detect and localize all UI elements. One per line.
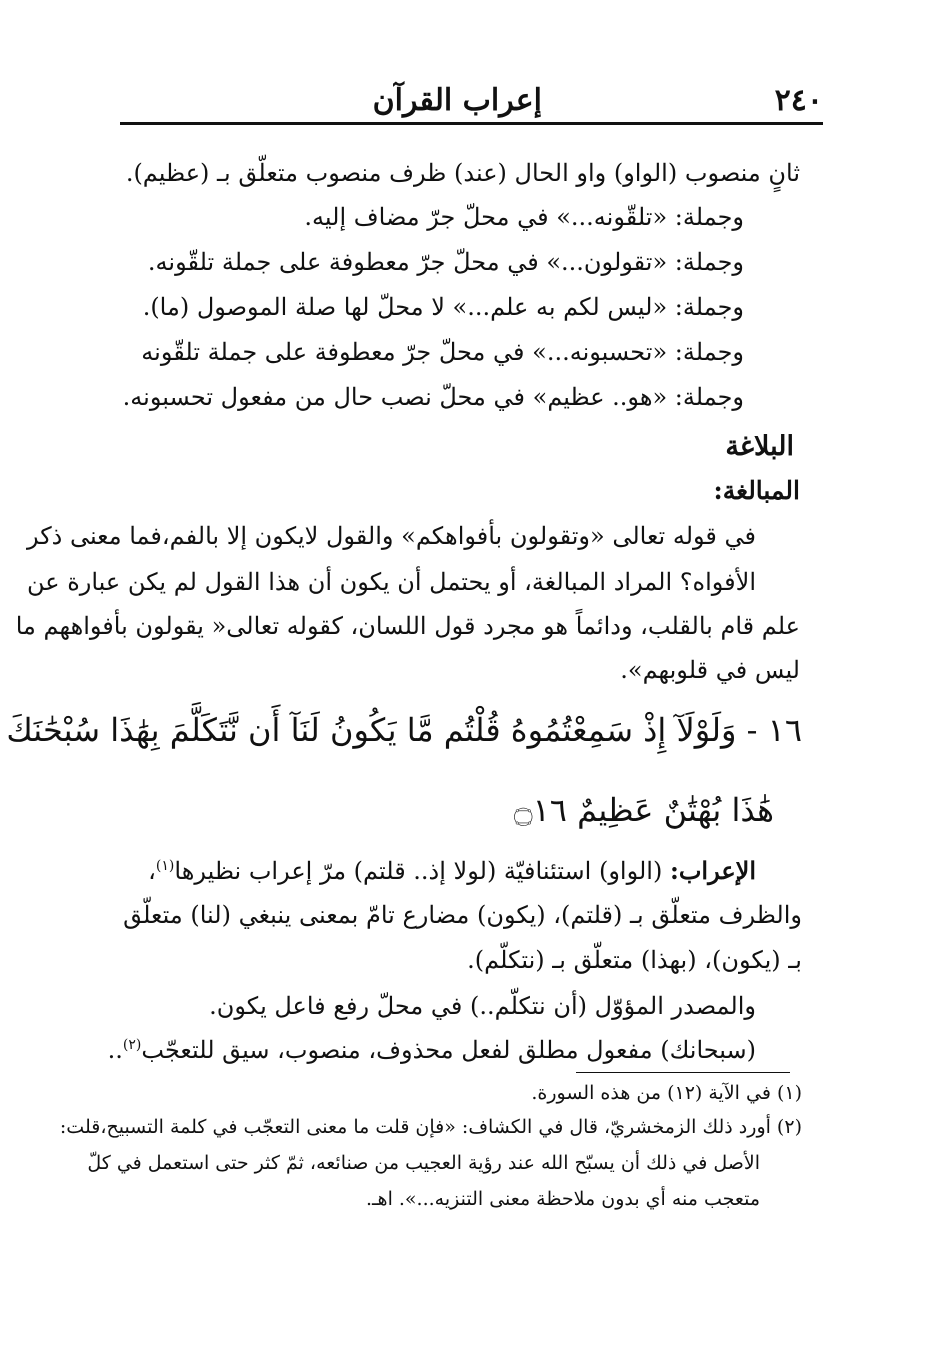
analysis-line: وجملة: «تلقّونه...» في محلّ جرّ مضاف إليه. [304, 203, 744, 231]
footnote-rule [576, 1072, 790, 1073]
irab-label: الإعراب: [669, 856, 756, 885]
section-heading-balagha: البلاغة [725, 431, 794, 462]
analysis-line: وجملة: «ليس لكم به علم...» لا محلّ لها صلة الموصول (ما). [142, 293, 744, 321]
footnote-ref: (٢) [122, 1037, 142, 1053]
header-rule [120, 122, 823, 125]
irab-line-5 [108, 1035, 756, 1065]
balagha-line: علم قام بالقلب، ودائماً هو مجرد قول اللسان، كقوله تعالى« يقولون بأفواههم ما [15, 612, 800, 640]
irab-line-3: بـ (يكون)، (بهذا) متعلّق بـ (نتكلّم). [467, 946, 802, 974]
analysis-line: وجملة: «تحسبونه...» في محلّ جرّ معطوفة على جملة تلقّونه [141, 338, 744, 366]
irab-line-4: والمصدر المؤوّل (أن نتكلّم..) في محلّ رفع فاعل يكون. [209, 992, 756, 1020]
analysis-line: وجملة: «هو.. عظيم» في محلّ نصب حال من مفعول تحسبونه. [122, 383, 744, 411]
irab-line-2: والظرف متعلّق بـ (قلتم)، (يكون) مضارع تامّ بمعنى ينبغي (لنا) متعلّق [123, 901, 802, 929]
irab-text-tail: .. [107, 1036, 123, 1064]
subheading-mubalagha: المبالغة: [713, 476, 800, 505]
balagha-line: ليس في قلوبهم». [620, 656, 800, 684]
footnote-ref: (١) [155, 858, 175, 874]
quran-verse-line: ١٦ - وَلَوْلَآ إِذْ سَمِعْتُمُوهُ قُلْتُم مَّا يَكُونُ لَنَآ أَن نَّتَكَلَّمَ بِهَٰذَا سُبْحَٰنَكَ [6, 711, 802, 749]
balagha-line: في قوله تعالى «وتقولون بأفواهكم» والقول لايكون إلا بالفم،فما معنى ذكر [26, 522, 756, 550]
page-number: ٢٤٠ [774, 83, 823, 118]
irab-text: (سبحانك) مفعول مطلق لفعل محذوف، منصوب، سيق للتعجّب [141, 1036, 756, 1064]
footnote: (٢) أورد ذلك الزمخشريّ، قال في الكشاف: «فإن قلت ما معنى التعجّب في كلمة التسبيح،قلت: [59, 1116, 802, 1138]
quran-verse-line: هَٰذَا بُهْتَٰنٌ عَظِيمٌ ۝١٦ [513, 791, 774, 829]
running-title: إعراب القرآن [372, 83, 542, 118]
footnote: الأصل في ذلك أن يسبّح الله عند رؤية العجيب من صنائعه، ثمّ كثر حتى استعمل في كلّ [87, 1152, 760, 1174]
analysis-line: ثانٍ منصوب (الواو) واو الحال (عند) ظرف منصوب متعلّق بـ (عظيم). [125, 159, 800, 187]
footnote: متعجب منه أي بدون ملاحظة معنى التنزيه...». اهـ. [365, 1188, 760, 1210]
irab-line-1 [148, 856, 756, 886]
analysis-line: وجملة: «تقولون...» في محلّ جرّ معطوفة على جملة تلقّونه. [147, 248, 744, 276]
irab-text-tail: ، [148, 857, 156, 885]
balagha-line: الأفواه؟ المراد المبالغة، أو يحتمل أن يكون أن هذا القول لم يكن عبارة عن [26, 568, 756, 596]
footnote: (١) في الآية (١٢) من هذه السورة. [531, 1082, 802, 1104]
irab-text: (الواو) استئنافيّة (لولا إذ.. قلتم) مرّ إعراب نظيرها [174, 857, 670, 885]
